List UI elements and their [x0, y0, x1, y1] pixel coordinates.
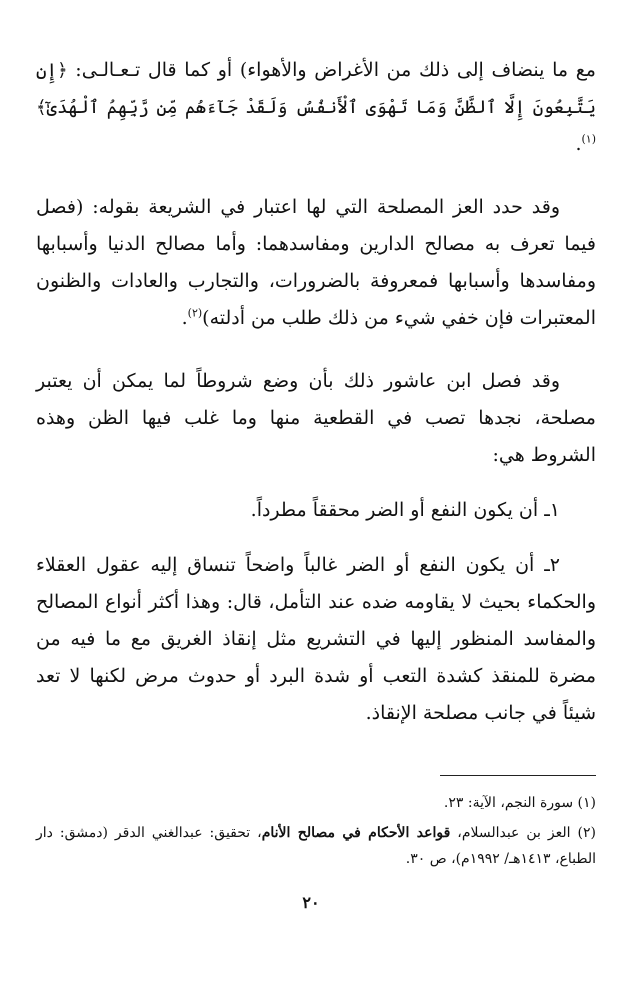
footnote-ref-1[interactable]: (١): [581, 132, 596, 146]
page-body: [36, 52, 596, 732]
footnote-ref-2[interactable]: (٢): [187, 306, 203, 320]
footnote-2-author: (٢) العز بن عبدالسلام،: [450, 825, 597, 841]
paragraph-2-text: وقد حدد العز المصلحة التي لها اعتبار في الشريعة بقوله: (فصل فيما تعرف به مصالح الدارين ومفاسدهما: وأما مصالح الدنيا وأسبابها ومفاسدها وأسبابها فمعروفة بالضرورات، والتجارب والعادات والظنون المعتبرات فإن خفي شيء من ذلك طلب من أدلته): [36, 196, 596, 329]
page-number: ٢٠: [302, 893, 320, 912]
paragraph-1-text: مع ما ينضاف إلى ذلك من الأغراض والأهواء) أو كما قال تـعـالـى:: [67, 59, 596, 81]
condition-2: ٢ـ أن يكون النفع أو الضر غالباً واضحاً تنساق إليه عقول العقلاء والحكماء بحيث لا يقاومه ضده عند التأمل، قال: وهذا أكثر أنواع المصالح والمفاسد المنظور إليها في التشريع مثل إنقاذ الغريق مع ما فيه من مضرة للمنقذ كشدة التعب أو شدة البرد أو حدوث مرض لكنها لا تعد شيئاً في جانب مصلحة الإنقاذ.: [36, 554, 596, 724]
footnote-2: [36, 820, 596, 872]
condition-1: ١ـ أن يكون النفع أو الضر محققاً مطرداً.: [250, 499, 560, 521]
paragraph-1: [36, 52, 596, 163]
footnote-2-book-title: قواعد الأحكام في مصالح الأنام: [261, 825, 451, 841]
paragraph-3: وقد فصل ابن عاشور ذلك بأن وضع شروطاً لما يمكن أن يعتبر مصلحة، نجدها تصب في القطعية منها وما غلب فيها الظن وهذه الشروط هي:: [36, 370, 596, 466]
footnotes: [36, 790, 596, 876]
footnote-divider: [440, 775, 596, 776]
footnote-2-details: ، تحقيق: عبدالغني الدقر (دمشق: دار الطباع، ١٤١٣هـ/ ١٩٩٢م)، ص ٣٠.: [36, 825, 596, 867]
paragraph-1-end: .: [575, 133, 582, 155]
footnote-1: (١) سورة النجم، الآية: ٢٣.: [443, 795, 596, 811]
quran-verse: ﴿إِن يَتَّبِعُونَ إِلَّا ٱلظَّنَّ وَمَا تَهْوَى ٱلْأَنفُسُ وَلَقَدْ جَآءَهُم مِّن رَّبِّهِمُ ٱلْهُدَىٰٓ﴾: [36, 60, 596, 118]
paragraph-2: [36, 189, 596, 337]
paragraph-2-end: .: [181, 307, 188, 329]
